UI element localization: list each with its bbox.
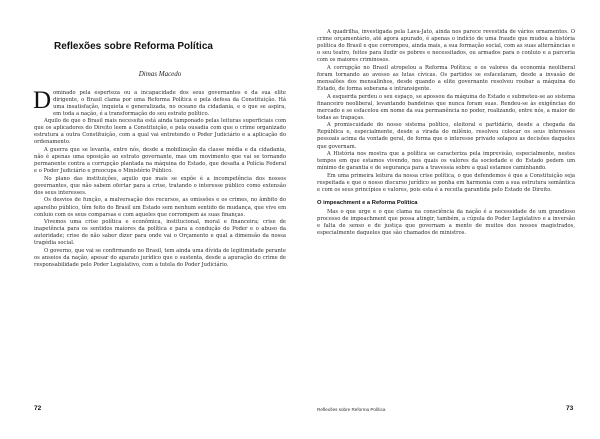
page-number-right: 73: [566, 405, 574, 412]
paragraph: A História nos mostra que a política se caracteriza pela imprevisão, especialmente, nestes tempos em que estamos vivendo, nos quais os valores da sociedade e do Estado pedem um mínimo de garantia e de segurança para a travessia sobre a qual estamos caminhando.: [317, 151, 575, 172]
paragraph: A promiscuidade do nosso sistema político, eleitoral e partidário, desde a chegada da República e, especialmente, desde a virada do milênio, resolveu colocar os seus interesses pessoais acima da vontade geral, de forma que o interesse privado solapou as decisões daqueles que governam.: [317, 122, 575, 150]
paragraph: A esquerda perdeu o seu espaço, se apossou da máquina do Estado e submeteu-se ao sistema financeiro neoliberal, levantando bandeiras que nunca foram suas. Rendeu-se às exigências do mercado e se esfacelou em nome da sua permanência no poder, realizando, entre nós, a maior de todas as trapaças.: [317, 93, 575, 121]
chapter-title: Reflexões sobre Reforma Política: [54, 41, 213, 52]
paragraph: Em uma primeira leitura da nossa crise política, o que defendemos é que a Constituição seja respeitada e que o nosso discurso jurídico se ponha em harmonia com a sua estrutura semântica e com os seus princípios e valores, pois esta é a receita garantida pelo Estado de Direito.: [317, 172, 575, 193]
paragraph: Os desvios de função, a malversação dos recursos, as omissões e os crimes, no âmbito do aparelho público, têm feito do Brasil um Estado sem nenhum sentido de mudança, que vive em conluio com os seus comparsas e com aqueles que corrompem as suas finanças.: [34, 197, 286, 218]
opening-paragraph: [33, 87, 286, 118]
running-footer: Reflexões sobre Reforma Política: [317, 407, 386, 412]
paragraph: Mas o que urge e o que clama na consciência da nação é a necessidade de um grandioso processo de impeachment que possa atingir, também, a cúpula do Poder Legislativo e a inversão e falta de senso e de justiça que governam a mente de muitos dos nossos magistrados, especialmente daqueles que são chamados de ministros.: [317, 209, 575, 237]
paragraph: No plano das instituições, aquilo que mais se expõe é a incompetência dos nossos governantes, que não sabem ofertar para a crise, tratando o interesse público como extensão dos seus interesses.: [34, 175, 286, 196]
paragraph: Vivemos uma crise política e econômica, institucional, moral e financeira; crise de inapetência para os sentidos maiores da política e para a condução do Poder e o abuso da autoridade; crise de não saber dizer para onde vai o Orçamento e qual a dimensão da nossa tragédia social.: [34, 219, 286, 247]
paragraph: A quadrilha, investigada pela Lava-Jato, ainda nos parece revestida de vários ornamentos. O crime orçamentário, até agora apurado, é apenas o indício de uma fraude que mudou a história política do Brasil e que corrompeu, ainda mais, a sua formação social, com as suas alternâncias e o seu teatro, feitos para iludir os pobres e necessitados, ou armados para o conluio e a parceria com os maiores criminosos.: [317, 29, 575, 64]
paragraph: Aquilo de que o Brasil mais necessita está ainda tamponado pelas leituras superficiais com que os aplicadores do Direito leem a Constituição, e pela ousadia com que o crime organizado estrutura a outra Constituição, com a qual vai entretendo o Poder Judiciário e a aplicação do ordenamento.: [34, 118, 286, 146]
first-paragraph-text: ominado pela esperteza ou a incapacidade dos seus governantes e da sua elite dirigente, o Brasil clama por uma Reforma Política e pela defesa da Constituição. Há uma insatisfação, inquieta e generalizada, no oceano da cidadania, e o que se aspira, em toda a nação, é a transformação do seu estrato político.: [53, 90, 286, 118]
paragraph: A guerra que se levanta, entre nós, desde a mobilização da classe média e da cidadania, não é apenas uma oposição ao estrato governante, mas um movimento que vai se tornando permanente contra a corrupção plantada na máquina do Estado, que desafia a Polícia Federal e o Poder Judiciário e preocupa o Ministério Público.: [34, 146, 286, 175]
right-column: [317, 29, 575, 237]
section-heading: O impeachment e a Reforma Política: [317, 200, 418, 207]
drop-cap: D: [33, 87, 52, 114]
paragraph: O governo, que vai se confirmando no Brasil, tem ainda uma dívida de legitimidade perante os anseios da nação, apesar do aparato jurídico que o sustenta, desde a apuração do crime de responsabilidade pelo Poder Legislativo, com a tutela do Poder Judiciário.: [34, 248, 286, 269]
left-column: [34, 30, 286, 269]
page-number-left: 72: [34, 405, 42, 412]
paragraph: A corrupção no Brasil atropelou a Reforma Política; e os valores da economia neoliberal foram tornando ao avesso as lutas cívicas. Os partidos se esfacelaram, desde a invasão de mensalões dos mensalinhos, desde quando a elite governante resolveu roubar a máquina do Estado, de forma soberana e intransigente.: [317, 64, 575, 92]
author-name: Dimas Macedo: [138, 70, 182, 78]
